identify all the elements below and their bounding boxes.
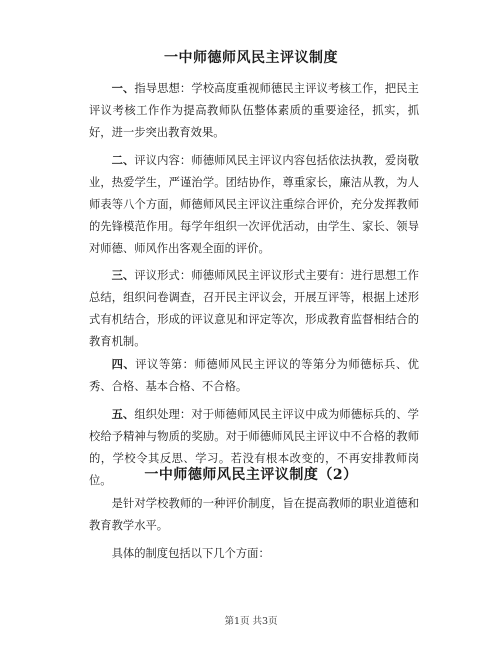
section-evaluation-content xyxy=(89,150,419,260)
section-number: 四、 xyxy=(111,357,136,371)
section-number: 五、 xyxy=(111,407,135,421)
section-text: 指导思想：学校高度重视师德民主评议考核工作，把民主评议考核工作作为提高教师队伍整体素质的重要途径，抓实，抓好，进一步突出教育效果。 xyxy=(89,82,419,139)
section-title-2: 一中师德师风民主评议制度（2） xyxy=(144,467,358,483)
section-text: 评议形式：师德师风民主评议形式主要有：进行思想工作总结，组织问卷调查，召开民主评议会，开展互评等，根据上述形式有机结合，形成的评议意见和评定等次，形成教育监督相结合的教育机制。 xyxy=(89,269,419,348)
section-guiding-ideology xyxy=(89,78,419,144)
section-text: 评议等第：师德师风民主评议的等第分为师德标兵、优秀、合格、基本合格、不合格。 xyxy=(89,358,419,393)
section-text: 评议内容：师德师风民主评议内容包括依法执教，爱岗敬业，热爱学生，严谨治学。团结协作，尊重家长，廉洁从教，为人师表等八个方面，师德师风民主评议注重综合评价，充分发挥教师的先锋模范作用。每学年组织一次评优活动，由学生、家长、领导对师德、师风作出客观全面的评价。 xyxy=(89,154,419,255)
section-number: 三、 xyxy=(111,268,135,282)
section-text: 组织处理：对于师德师风民主评议中成为师德标兵的、学校给予精神与物质的奖励。对于师德师风民主评议中不合格的教师的，学校令其反思、学习。若没有根本改变的，不再安排教师岗位。 xyxy=(89,408,419,487)
section-evaluation-grades xyxy=(89,354,419,398)
document-title: 一中师德师风民主评议制度 xyxy=(164,50,338,66)
paragraph-intro: 是针对学校教师的一种评价制度，旨在提高教师的职业道德和教育教学水平。 xyxy=(89,497,419,532)
page-footer: 第1页 共3页 xyxy=(224,616,278,627)
section-evaluation-form xyxy=(89,265,419,353)
section-number: 一、 xyxy=(111,81,135,95)
section-number: 二、 xyxy=(111,153,135,167)
paragraph-list-lead: 具体的制度包括以下几个方面： xyxy=(111,547,270,560)
